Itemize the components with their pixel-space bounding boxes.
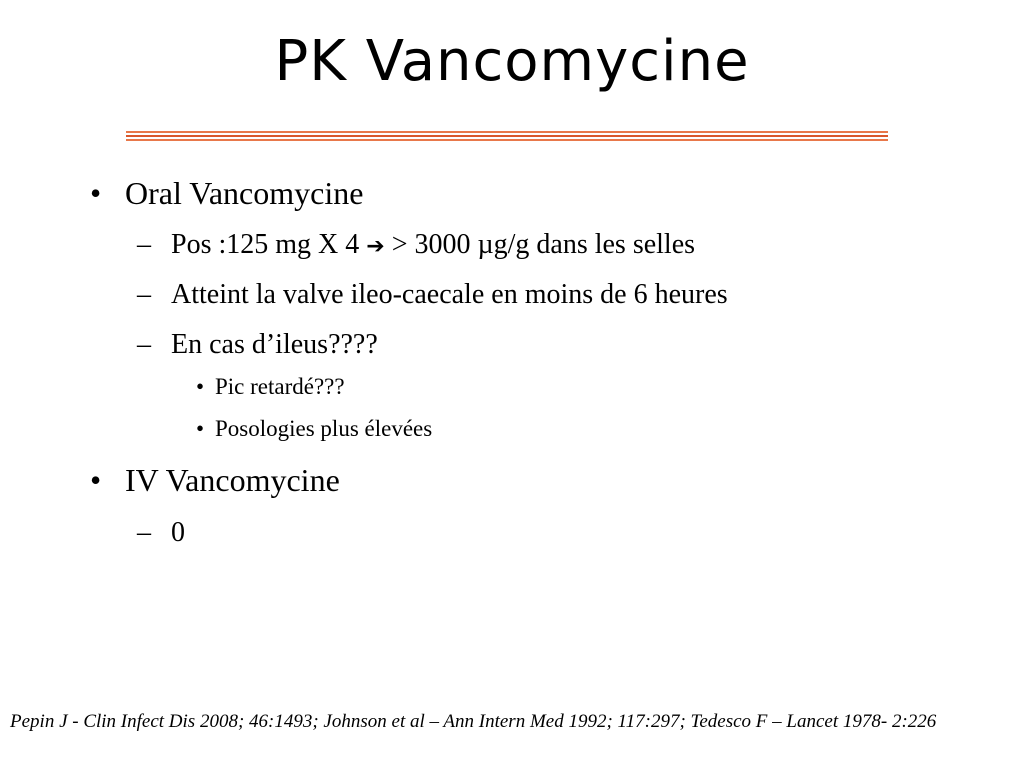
dash-marker: – [137, 229, 151, 260]
bullet-marker: • [90, 462, 102, 498]
rule-line-top [126, 131, 888, 133]
references-footer: Pepin J - Clin Infect Dis 2008; 46:1493; Johnson et al – Ann Intern Med 1992; 117:297; Tedesco F – Lancet 1978- 2:226 [10, 711, 937, 732]
dash-marker: – [137, 279, 151, 310]
sub-sub-bullet-text: Posologies plus élevées [215, 416, 433, 441]
sub-bullet-text: Atteint la valve ileo-caecale en moins de 6 heures [171, 279, 728, 310]
bullet-text: Oral Vancomycine [125, 175, 364, 211]
sub-bullet-text: 0 [171, 517, 185, 548]
concentration-text: > 3000 µg/g dans les selles [384, 229, 696, 260]
rule-line-middle [126, 135, 888, 137]
bullet-text: IV Vancomycine [125, 462, 340, 498]
bullet-marker: • [90, 175, 102, 211]
sub-bullet-text [171, 228, 695, 264]
dose-text: Pos :125 mg X 4 [171, 229, 367, 260]
slide-title: PK Vancomycine [274, 29, 750, 94]
dash-marker: – [137, 517, 151, 548]
sub-bullet-text: En cas d’ileus???? [171, 329, 378, 360]
bullet-marker: • [196, 374, 205, 399]
rule-line-bottom [126, 139, 888, 141]
sub-sub-bullet-text: Pic retardé??? [215, 374, 345, 399]
arrow-right-icon: ➔ [366, 234, 385, 259]
bullet-marker: • [196, 416, 205, 441]
title-underline-rule [126, 131, 888, 141]
dash-marker: – [137, 329, 151, 360]
